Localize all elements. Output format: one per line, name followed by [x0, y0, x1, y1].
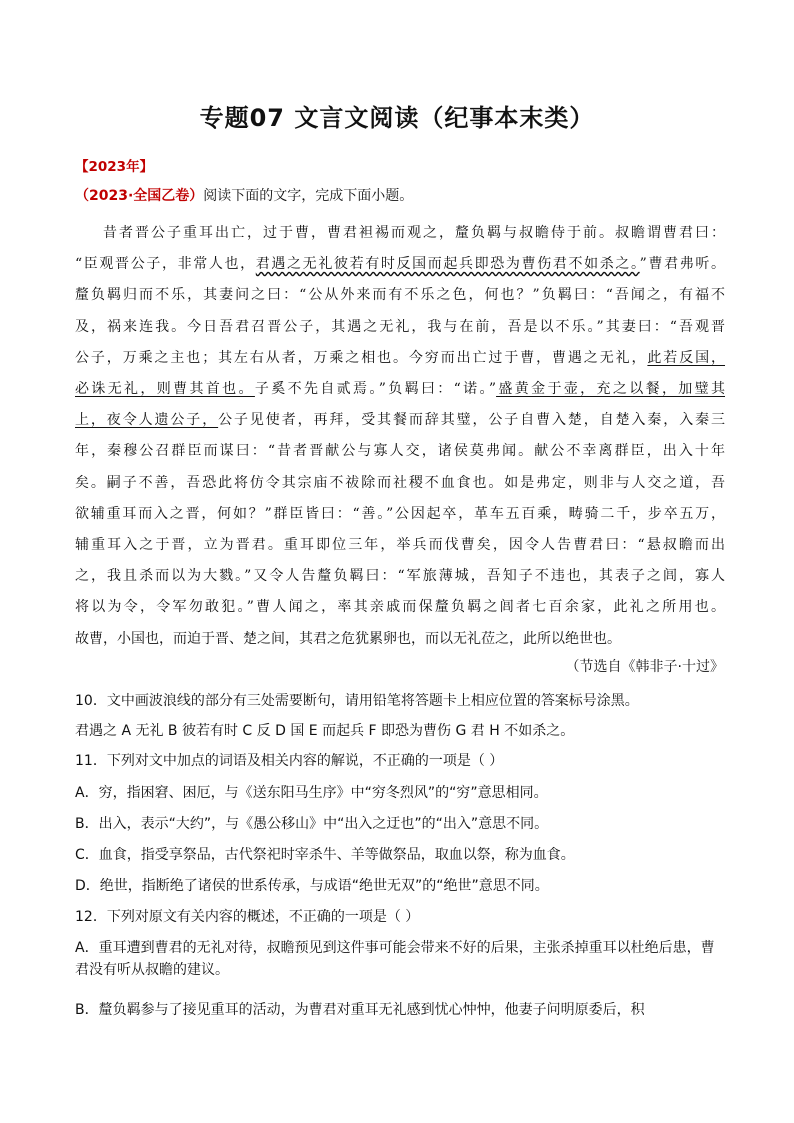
question-11-option-c: C．血食，指受享祭品，古代祭祀时宰杀牛、羊等做祭品，取血以祭，称为血食。 — [75, 847, 575, 863]
passage-text: 子奚不先自贰焉。”负羁曰：“诺。” — [254, 381, 497, 397]
passage-line — [75, 628, 725, 650]
passage-line — [75, 503, 725, 525]
passage-text: 公子见使者，再拜，受其餐而辞其璧，公子自曹入楚，自楚入秦，入秦三 — [218, 412, 726, 429]
passage-text: 矣。嗣子不善，吾恐此将仿令其宗庙不祓除而社稷不血食也。如是弗定，则非与人交之道，吾 — [75, 474, 725, 491]
passage-line — [75, 534, 725, 556]
question-12-option-a: A．重耳遭到曹君的无礼对待，叔瞻预见到这件事可能会带来不好的后果，主张杀掉重耳以杜绝后患，曹君没有听从叔瞻的建议。 — [75, 940, 715, 978]
passage-text: 之，我且杀而以为大戮。”又令人告釐负羁曰：“军旅薄城，吾知子不违也，其表子之闾，寡人 — [75, 568, 725, 585]
passage-citation: （节选自《韩非子·十过》 — [565, 659, 724, 675]
year-section-label: 【2023年】 — [75, 159, 154, 175]
intro-text: 阅读下面的文字，完成下面小题。 — [203, 188, 414, 204]
passage-line — [75, 596, 725, 618]
passage-line — [75, 472, 725, 494]
question-intro — [75, 185, 413, 205]
question-10-stem: 10．文中画波浪线的部分有三处需要断句，请用铅笔将答题卡上相应位置的答案标号涂黑。 — [75, 693, 639, 709]
question-11-option-a: A．穷，指困窘、困厄，与《送东阳马生序》中“穷冬烈风”的“穷”意思相同。 — [75, 785, 548, 801]
passage-text: 欲辅重耳而入之晋，何如？”群臣皆曰：“善。”公因起卒，革车五百乘，畴骑二千，步卒五万， — [75, 505, 725, 522]
passage-text: 及，祸来连我。今日吾君召晋公子，其遇之无礼，我与在前，吾是以不乐。”其妻曰：“吾观晋 — [75, 318, 725, 335]
passage-text: ”曹君弗听。 — [639, 256, 725, 273]
question-11-option-d: D．绝世，指断绝了诸侯的世系传承，与成语“绝世无双”的“绝世”意思不同。 — [75, 878, 549, 894]
passage-line — [75, 253, 725, 275]
passage-line — [75, 565, 725, 587]
passage-line — [75, 316, 725, 338]
underlined-text: 必诛无礼，则曹其首也。 — [75, 381, 255, 397]
passage-line — [75, 409, 725, 431]
passage-text: “臣观晋公子，非常人也， — [75, 256, 256, 273]
passage-text: 公子，万乘之主也；其左右从者，万乘之相也。今穷而出亡过于曹，曹遇之无礼， — [75, 349, 648, 366]
question-11-stem: 11．下列对文中加点的词语及相关内容的解说，不正确的一项是（ ） — [75, 753, 504, 769]
underlined-text: 上，夜令人遗公子， — [75, 412, 219, 429]
passage-text: 将以为令，令军勿敢犯。”曹人闻之，率其亲戚而保釐负羁之闾者七百余家，此礼之所用也。 — [75, 599, 725, 616]
passage-text: 昔者晋公子重耳出亡，过于曹，曹君袒裼而观之，釐负羁与叔瞻侍于前。叔瞻谓曹君曰： — [103, 225, 725, 241]
passage-line — [75, 378, 725, 400]
passage-line — [103, 222, 725, 244]
passage-line — [75, 347, 725, 369]
passage-text: 故曹，小国也，而迫于晋、楚之间，其君之危犹累卵也，而以无礼莅之，此所以绝世也。 — [75, 630, 621, 647]
underlined-text: 盛黄金于壶，充之以餐，加璧其 — [496, 381, 726, 397]
question-12-stem: 12．下列对原文有关内容的概述，不正确的一项是（ ） — [75, 909, 420, 925]
passage-line — [75, 284, 725, 306]
underlined-text: 此若反国， — [647, 349, 726, 366]
page-title: 专题07 文言文阅读（纪事本末类） — [199, 104, 595, 132]
passage-text: 年，秦穆公召群臣而谋曰：“昔者晋献公与寡人交，诸侯莫弗闻。献公不幸离群臣，出入十年 — [75, 443, 725, 460]
passage-text: 辅重耳入之于晋，立为晋君。重耳即位三年，举兵而伐曹矣，因令人告曹君曰：“悬叔瞻而出 — [75, 537, 725, 553]
question-11-option-b: B．出入，表示“大约”，与《愚公移山》中“出入之迂也”的“出入”意思不同。 — [75, 816, 549, 832]
question-10-segmentation: 君遇之 A 无礼 B 彼若有时 C 反 D 国 E 而起兵 F 即恐为曹伤 G 君 H 不如杀之。 — [75, 723, 575, 739]
question-12-option-b: B．釐负羁参与了接见重耳的活动，为曹君对重耳无礼感到忧心忡忡，他妻子问明原委后，积 — [75, 1002, 645, 1018]
passage-text: 釐负羁归而不乐，其妻问之曰：“公从外来而有不乐之色，何也？”负羁曰：“吾闻之，有福不 — [75, 287, 725, 304]
passage-line — [75, 440, 725, 462]
wavy-underlined-text: 君遇之无礼彼若有时反国而起兵即恐为曹伤君不如杀之。 — [255, 256, 640, 273]
exam-source: （2023·全国乙卷） — [75, 188, 204, 204]
